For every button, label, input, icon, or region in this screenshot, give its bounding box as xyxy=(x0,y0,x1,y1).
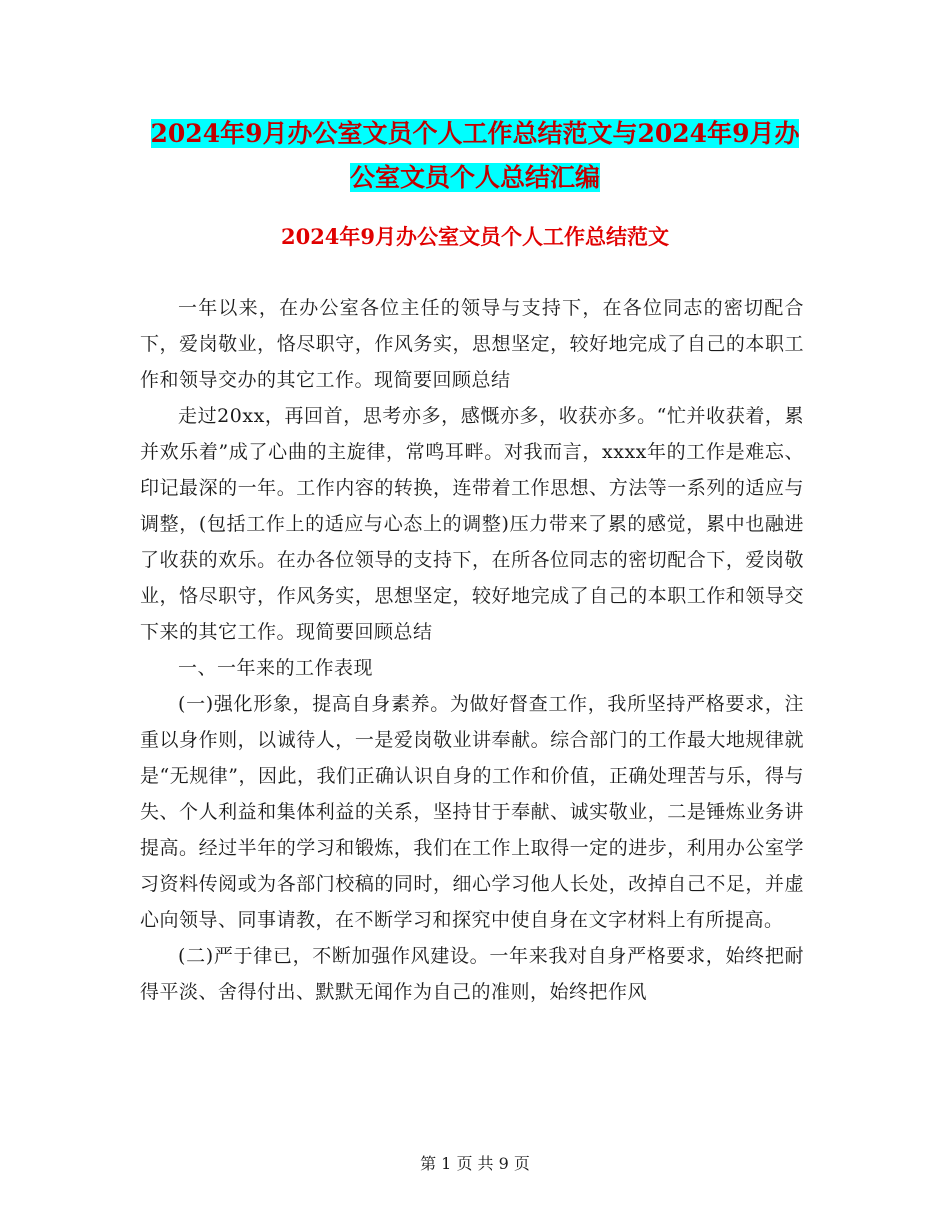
paragraph-intro: 一年以来，在办公室各位主任的领导与支持下，在各位同志的密切配合下，爱岗敬业，恪尽职守，作风务实，思想坚定，较好地完成了自己的本职工作和领导交办的其它工作。现简要回顾总结 xyxy=(140,297,804,391)
document-title xyxy=(140,112,810,200)
document-body xyxy=(140,290,804,1010)
section-title: 2024年9月办公室文员个人工作总结范文 xyxy=(280,224,670,249)
paragraph-discipline: (二)严于律已，不断加强作风建设。一年来我对自身严格要求，始终把耐得平淡、舍得付出、默默无闻作为自己的准则，始终把作风 xyxy=(140,945,804,1003)
page-footer: 第 1 页 共 9 页 xyxy=(420,1154,530,1173)
paragraph-image-quality: (一)强化形象，提高自身素养。为做好督查工作，我所坚持严格要求，注重以身作则，以诚待人，一是爱岗敬业讲奉献。综合部门的工作最大地规律就是“无规律”，因此，我们正确认识自身的工作和价值，正确处理苦与乐，得与失、个人利益和集体利益的关系，坚持甘于奉献、诚实敬业，二是锤炼业务讲提高。经过半年的学习和锻炼，我们在工作上取得一定的进步，利用办公室学习资料传阅或为各部门校稿的同时，细心学习他人长处，改掉自己不足，并虚心向领导、同事请教，在不断学习和探究中使自身在文字材料上有所提高。 xyxy=(140,693,804,931)
paragraph-heading-performance: 一、一年来的工作表现 xyxy=(178,657,374,679)
paragraph-review: 走过20xx，再回首，思考亦多，感慨亦多，收获亦多。“忙并收获着，累并欢乐着”成了心曲的主旋律，常鸣耳畔。对我而言，xxxx年的工作是难忘、印记最深的一年。工作内容的转换，连带着工作思想、方法等一系列的适应与调整，(包括工作上的适应与心态上的调整)压力带来了累的感觉，累中也融进了收获的欢乐。在办各位领导的支持下，在所各位同志的密切配合下，爱岗敬业，恪尽职守，作风务实，思想坚定，较好地完成了自己的本职工作和领导交下来的其它工作。现简要回顾总结 xyxy=(140,405,804,643)
document-title-highlight: 2024年9月办公室文员个人工作总结范文与2024年9月办公室文员个人总结汇编 xyxy=(150,119,800,192)
